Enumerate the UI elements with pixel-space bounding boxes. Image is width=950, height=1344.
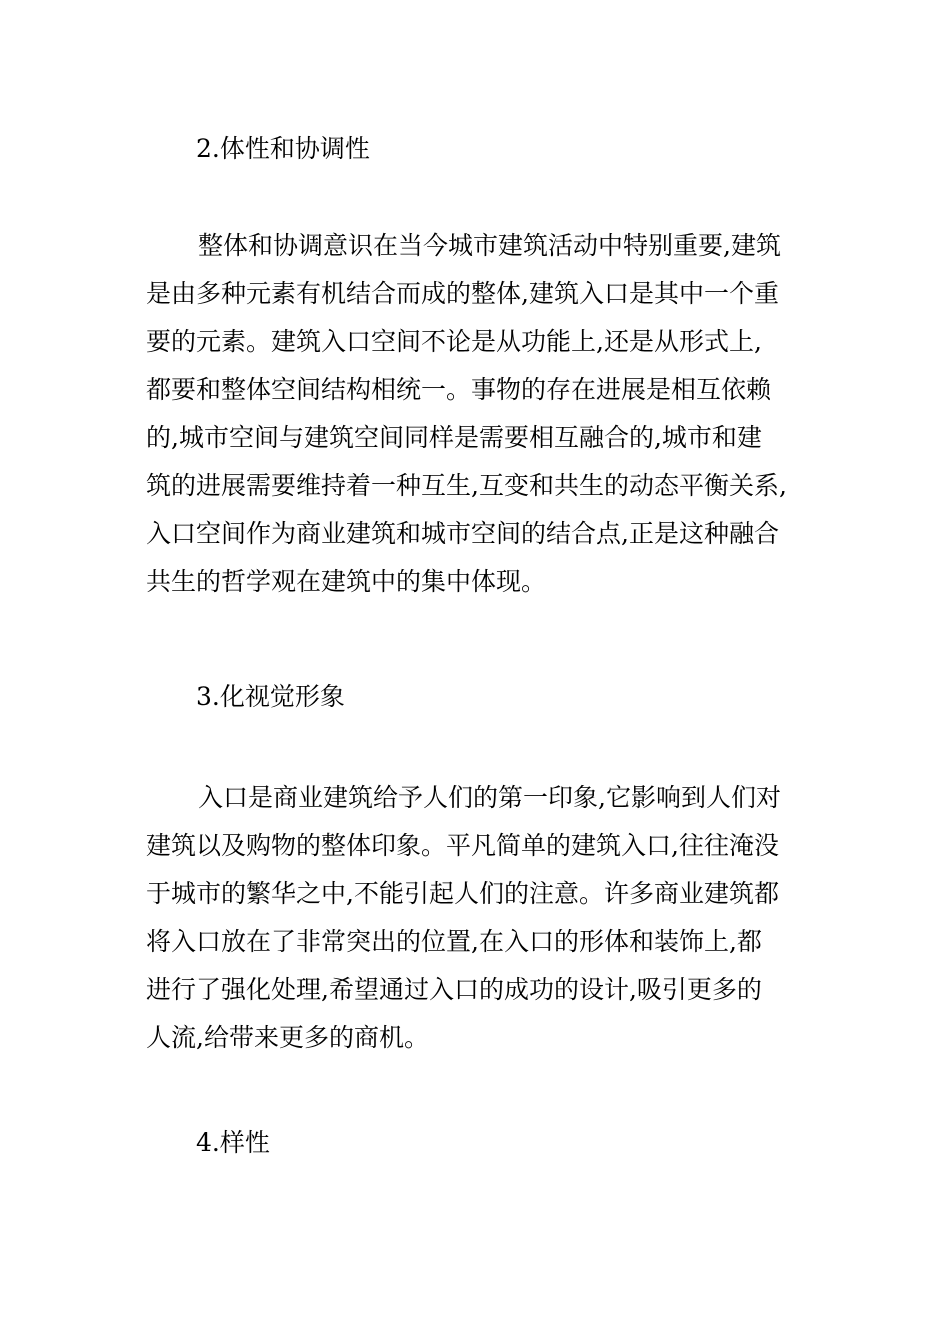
- paragraph-line: 筑的进展需要维持着一种互生,互变和共生的动态平衡关系,: [146, 471, 787, 500]
- paragraph-line: 都要和整体空间结构相统一。事物的存在进展是相互依赖: [146, 375, 772, 404]
- paragraph-line: 要的元素。建筑入口空间不论是从功能上,还是从形式上,: [146, 327, 762, 356]
- paragraph-line: 入口空间作为商业建筑和城市空间的结合点,正是这种融合: [146, 519, 779, 548]
- section-heading-3: 3.化视觉形象: [196, 682, 345, 711]
- paragraph-line: 共生的哲学观在建筑中的集中体现。: [146, 567, 547, 596]
- paragraph-line: 人流,给带来更多的商机。: [146, 1023, 429, 1052]
- paragraph-line: 是由多种元素有机结合而成的整体,建筑入口是其中一个重: [146, 279, 779, 308]
- paragraph-line: 整体和协调意识在当今城市建筑活动中特别重要,建筑: [198, 231, 781, 260]
- paragraph-line: 建筑以及购物的整体印象。平凡简单的建筑入口,往往淹没: [146, 831, 779, 860]
- paragraph-visual-image: [146, 774, 826, 1062]
- section-heading-2: 2.体性和协调性: [196, 134, 370, 163]
- paragraph-line: 将入口放在了非常突出的位置,在入口的形体和装饰上,都: [146, 927, 762, 956]
- paragraph-line: 的,城市空间与建筑空间同样是需要相互融合的,城市和建: [146, 423, 762, 452]
- paragraph-line: 于城市的繁华之中,不能引起人们的注意。许多商业建筑都: [146, 879, 779, 908]
- paragraph-line: 进行了强化处理,希望通过入口的成功的设计,吸引更多的: [146, 975, 762, 1004]
- paragraph-line: 入口是商业建筑给予人们的第一印象,它影响到人们对: [198, 783, 781, 812]
- paragraph-integrity-coordination: [146, 222, 826, 606]
- section-heading-4: 4.样性: [196, 1128, 270, 1157]
